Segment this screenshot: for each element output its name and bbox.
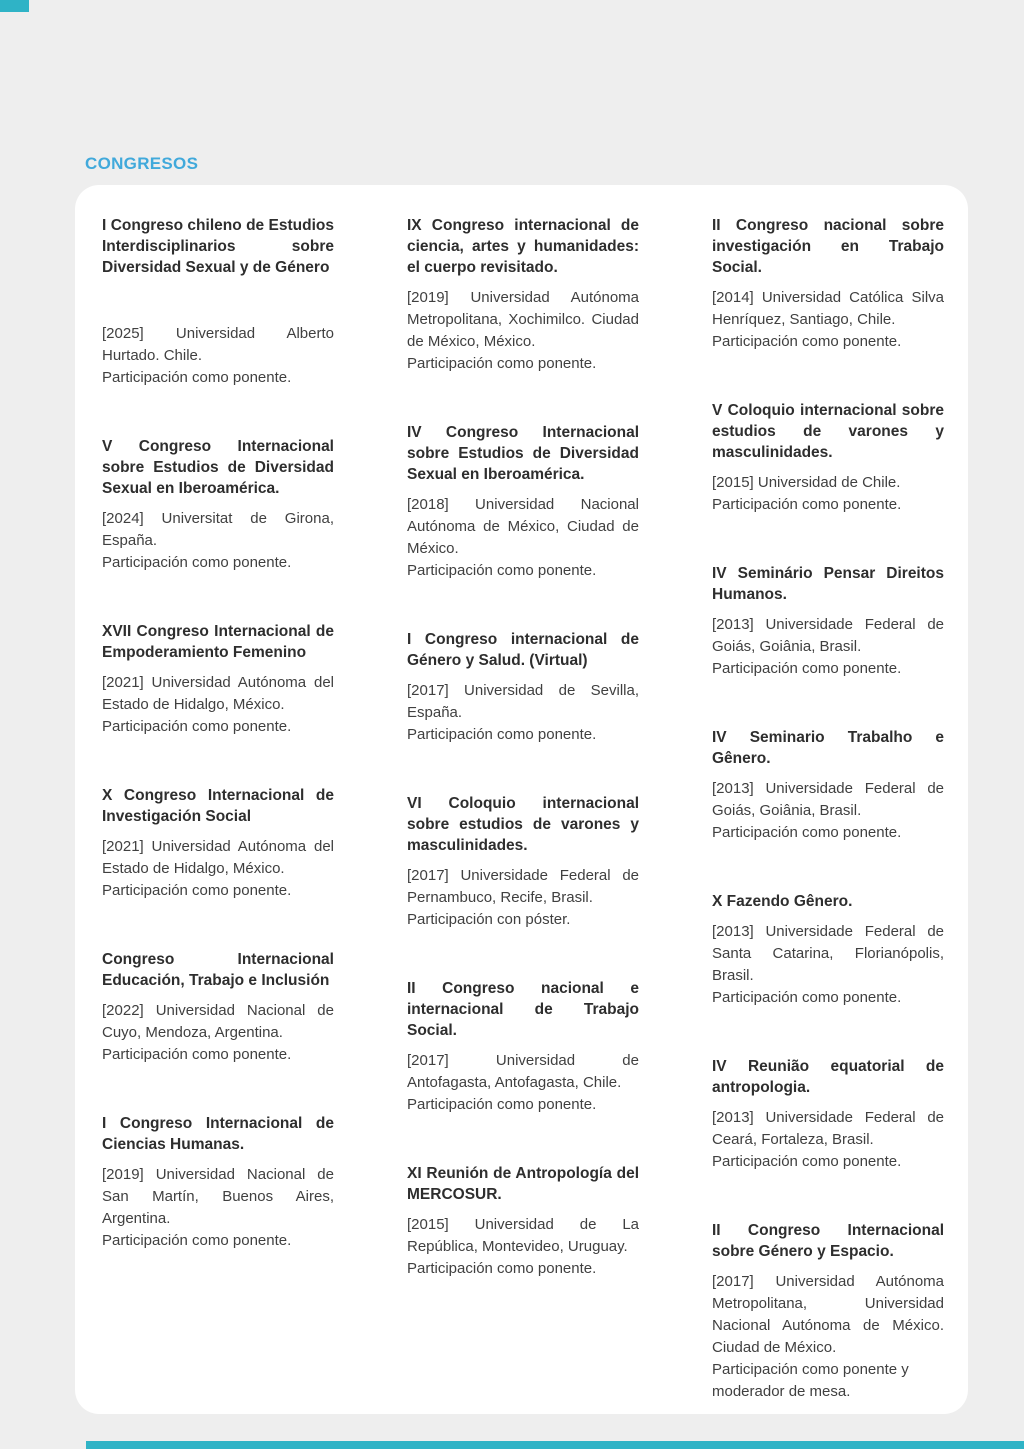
conference-detail: [2013] Universidade Federal de Goiás, Goiânia, Brasil. bbox=[712, 616, 944, 655]
conference-entry bbox=[712, 215, 944, 353]
conference-participation: Participación como ponente. bbox=[102, 1046, 292, 1063]
conference-title: I Congreso Internacional de Ciencias Humanas. bbox=[102, 1115, 334, 1153]
conference-title: II Congreso nacional e internacional de Trabajo Social. bbox=[407, 980, 639, 1039]
conference-detail: [2019] Universidad Nacional de San Martín, Buenos Aires, Argentina. bbox=[102, 1166, 334, 1227]
conference-entry bbox=[407, 215, 639, 375]
conference-entry bbox=[102, 1113, 334, 1252]
conference-title: IV Reunião equatorial de antropologia. bbox=[712, 1058, 944, 1096]
conference-participation: Participación como ponente. bbox=[102, 369, 292, 386]
conference-detail: [2025] Universidad Alberto Hurtado. Chile. bbox=[102, 325, 334, 364]
conference-title: VI Coloquio internacional sobre estudios de varones y masculinidades. bbox=[407, 795, 639, 854]
conference-entry bbox=[407, 978, 639, 1116]
conference-detail: [2017] Universidad de Antofagasta, Antofagasta, Chile. bbox=[407, 1052, 639, 1091]
conference-entry bbox=[712, 563, 944, 680]
conference-title: IV Seminario Trabalho e Gênero. bbox=[712, 729, 944, 767]
conference-detail: [2018] Universidad Nacional Autónoma de México, Ciudad de México. bbox=[407, 496, 639, 557]
conference-detail: [2017] Universidade Federal de Pernambuco, Recife, Brasil. bbox=[407, 867, 639, 906]
conference-entry bbox=[102, 436, 334, 574]
conference-title: IX Congreso internacional de ciencia, artes y humanidades: el cuerpo revisitado. bbox=[407, 217, 639, 276]
conference-detail: [2017] Universidad de Sevilla, España. bbox=[407, 682, 639, 721]
conference-participation: Participación como ponente. bbox=[712, 824, 902, 841]
conference-participation: Participación como ponente. bbox=[102, 718, 292, 735]
conference-title: I Congreso chileno de Estudios Interdisciplinarios sobre Diversidad Sexual y de Género bbox=[102, 217, 334, 276]
conference-title: X Fazendo Gênero. bbox=[712, 893, 853, 910]
conference-entry bbox=[407, 793, 639, 931]
conference-entry bbox=[712, 1220, 944, 1403]
conference-entry bbox=[102, 215, 334, 389]
section-heading: CONGRESOS bbox=[85, 154, 199, 174]
conference-participation: Participación como ponente. bbox=[712, 333, 902, 350]
conference-entry bbox=[407, 422, 639, 582]
top-accent-bar bbox=[0, 0, 29, 12]
conference-participation: Participación como ponente. bbox=[407, 1260, 597, 1277]
conference-participation: Participación como ponente. bbox=[712, 989, 902, 1006]
conference-detail: [2021] Universidad Autónoma del Estado de Hidalgo, México. bbox=[102, 674, 334, 713]
conference-entry bbox=[407, 1163, 639, 1280]
conference-detail: [2014] Universidad Católica Silva Henríquez, Santiago, Chile. bbox=[712, 289, 944, 328]
conference-participation: Participación como ponente. bbox=[712, 1153, 902, 1170]
conference-detail: [2013] Universidade Federal de Ceará, Fortaleza, Brasil. bbox=[712, 1109, 944, 1148]
conference-title: IV Seminário Pensar Direitos Humanos. bbox=[712, 565, 944, 603]
congresses-column-2 bbox=[407, 215, 639, 1449]
bottom-accent-bar bbox=[86, 1441, 1024, 1449]
conference-title: Congreso Internacional Educación, Trabajo e Inclusión bbox=[102, 951, 334, 989]
conference-participation: Participación como ponente. bbox=[407, 355, 597, 372]
conference-title: I Congreso internacional de Género y Salud. (Virtual) bbox=[407, 631, 639, 669]
conference-title: II Congreso Internacional sobre Género y Espacio. bbox=[712, 1222, 944, 1260]
conference-detail: [2015] Universidad de Chile. bbox=[712, 474, 901, 491]
congresses-card bbox=[75, 185, 968, 1414]
conference-title: II Congreso nacional sobre investigación en Trabajo Social. bbox=[712, 217, 944, 276]
conference-detail: [2019] Universidad Autónoma Metropolitana, Xochimilco. Ciudad de México, México. bbox=[407, 289, 639, 350]
conference-entry bbox=[102, 949, 334, 1066]
conference-detail: [2017] Universidad Autónoma Metropolitana, Universidad Nacional Autónoma de México. Ciudad de México. bbox=[712, 1273, 944, 1356]
conference-title: V Congreso Internacional sobre Estudios de Diversidad Sexual en Iberoamérica. bbox=[102, 438, 334, 497]
conference-entry bbox=[712, 400, 944, 516]
conference-entry bbox=[712, 891, 944, 1009]
conference-title: V Coloquio internacional sobre estudios de varones y masculinidades. bbox=[712, 402, 944, 461]
conference-entry bbox=[102, 621, 334, 738]
conference-participation: Participación con póster. bbox=[407, 911, 571, 928]
conference-title: XI Reunión de Antropología del MERCOSUR. bbox=[407, 1165, 639, 1203]
conference-detail: [2013] Universidade Federal de Santa Catarina, Florianópolis, Brasil. bbox=[712, 923, 944, 984]
conference-title: X Congreso Internacional de Investigación Social bbox=[102, 787, 334, 825]
congresses-column-3 bbox=[712, 215, 944, 1449]
conference-participation: Participación como ponente. bbox=[712, 660, 902, 677]
conference-entry bbox=[407, 629, 639, 746]
congresses-column-1 bbox=[102, 215, 334, 1449]
conference-participation: Participación como ponente. bbox=[407, 1096, 597, 1113]
conference-entry bbox=[712, 727, 944, 844]
conference-title: IV Congreso Internacional sobre Estudios de Diversidad Sexual en Iberoamérica. bbox=[407, 424, 639, 483]
conference-participation: Participación como ponente. bbox=[102, 554, 292, 571]
conference-detail: [2024] Universitat de Girona, España. bbox=[102, 510, 334, 549]
conference-entry bbox=[712, 1056, 944, 1173]
conference-participation: Participación como ponente y moderador de mesa. bbox=[712, 1361, 909, 1400]
conference-participation: Participación como ponente. bbox=[407, 726, 597, 743]
conference-participation: Participación como ponente. bbox=[102, 1232, 292, 1249]
conference-participation: Participación como ponente. bbox=[712, 496, 902, 513]
conference-participation: Participación como ponente. bbox=[407, 562, 597, 579]
conference-detail: [2013] Universidade Federal de Goiás, Goiânia, Brasil. bbox=[712, 780, 944, 819]
conference-title: XVII Congreso Internacional de Empoderamiento Femenino bbox=[102, 623, 334, 661]
conference-detail: [2022] Universidad Nacional de Cuyo, Mendoza, Argentina. bbox=[102, 1002, 334, 1041]
conference-entry bbox=[102, 785, 334, 902]
conference-participation: Participación como ponente. bbox=[102, 882, 292, 899]
congresses-columns bbox=[102, 215, 944, 1449]
conference-detail: [2015] Universidad de La República, Montevideo, Uruguay. bbox=[407, 1216, 639, 1255]
conference-detail: [2021] Universidad Autónoma del Estado de Hidalgo, México. bbox=[102, 838, 334, 877]
